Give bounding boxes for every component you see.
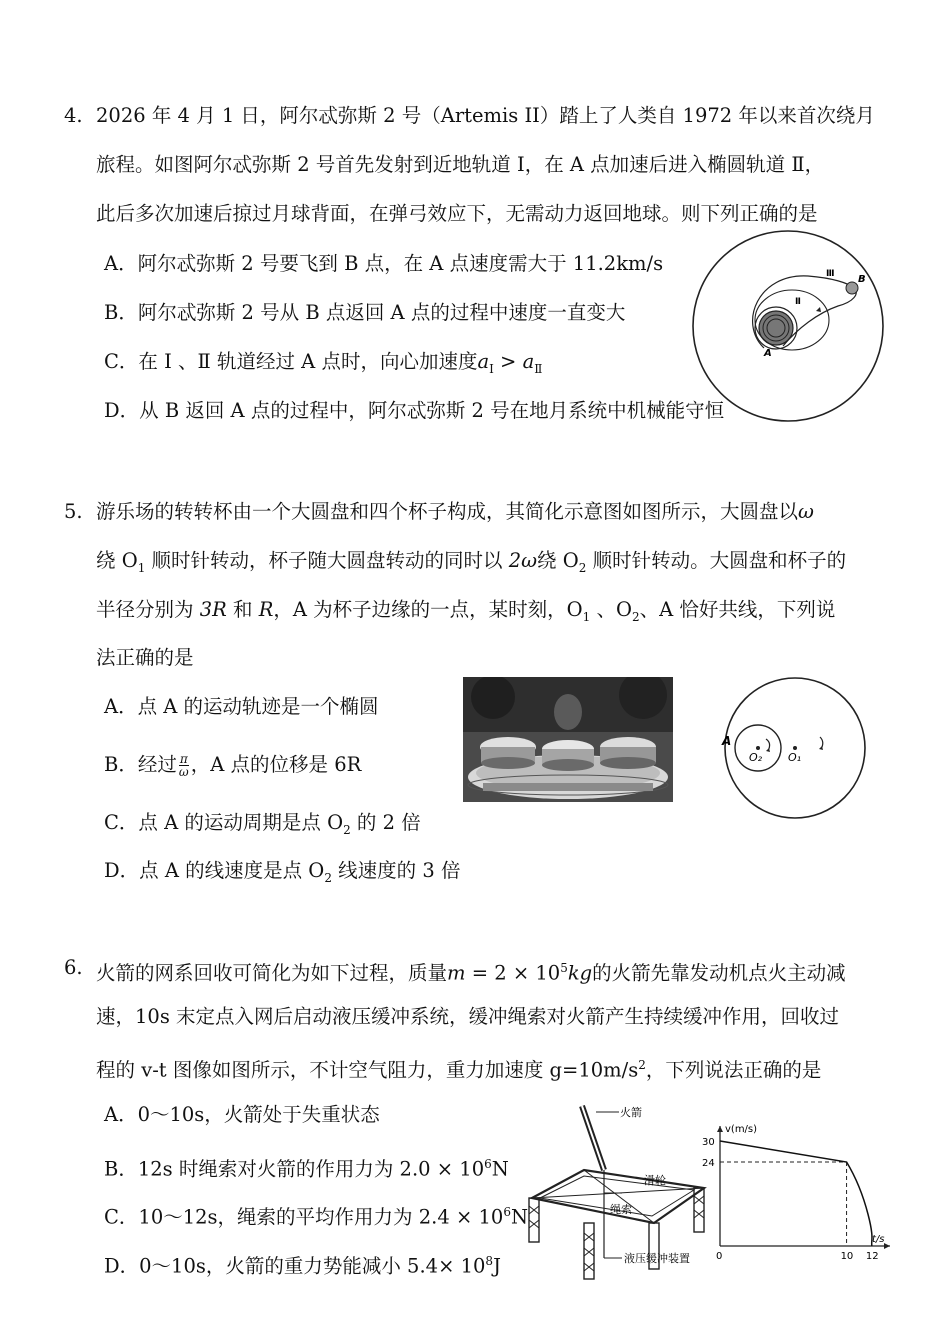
x-tick-label: 12 [865,1251,879,1262]
q4-option-c: C．在 Ⅰ 、Ⅱ 轨道经过 A 点时，向心加速度$a_Ⅰ > a_Ⅱ$ [104,350,543,376]
label-hydraulic: 液压缓冲装置 [624,1252,690,1265]
q6-option-c: C．10～12s，绳索的平均作用力为 $2.4 \times 10^6N$ [104,1205,529,1229]
q5-option-c: C．点 A 的运动周期是点 $O_2$ 的 2 倍 [104,811,421,837]
y-axis-label: v(m/s) [725,1124,758,1135]
rocket-recovery-diagram [524,1098,714,1284]
q6-option-d: D．0～10s，火箭的重力势能减小 $5.4\times 10^8J$ [104,1254,501,1278]
x-axis-label: t/s [872,1234,885,1245]
teacup-label-o1: O₁ [788,751,802,764]
velocity-series-line [720,1141,872,1246]
q4-stem-line-2: 旅程。如图阿尔忒弥斯 2 号首先发射到近地轨道 Ⅰ，在 A 点加速后进入椭圆轨道 Ⅱ， [96,153,825,176]
teacup-label-a: A [722,734,732,748]
y-tick-label: 24 [702,1158,715,1169]
q4-stem-line-3: 此后多次加速后掠过月球背面，在弹弓效应下，无需动力返回地球。则下列正确的是 [96,202,818,225]
q4-number: 4. [64,104,83,127]
q5-number: 5. [64,500,83,523]
teacup-diagram [712,673,872,823]
q5-stem-line-2: 绕 $O_1$ 顺时针转动，杯子随大圆盘转动的同时以 2ω绕 $O_2$ 顺时针转动。大圆盘和杯子的 [96,549,847,575]
q5-stem-line-4: 法正确的是 [96,646,194,669]
q6-number: 6. [64,956,83,979]
q6-stem-line-2: 速，10s 末定点入网后启动液压缓冲系统，缓冲绳索对火箭产生持续缓冲作用，回收过 [96,1005,840,1028]
q4-option-d: D．从 B 返回 A 点的过程中，阿尔忒弥斯 2 号在地月系统中机械能守恒 [104,399,725,422]
label-rope: 绳索 [610,1203,632,1216]
orbit-label-a: A [764,348,772,359]
x-axis-arrow [884,1243,890,1249]
label-pulley: 滑轮 [644,1174,666,1187]
q6-option-b: B．12s 时绳索对火箭的作用力为 $2.0 \times 10^6N$ [104,1157,509,1181]
q6-stem-line-3: 程的 v-t 图像如图所示，不计空气阻力，重力加速度 $g=10m/s^2$，下列说法正确的是 [96,1058,822,1082]
vt-chart [700,1122,900,1264]
x-tick-label: 0 [716,1251,723,1262]
q5-stem-line-3: 半径分别为 3R 和 R，A 为杯子边缘的一点，某时刻，$O_1$ 、$O_2$、A 恰好共线，下列说 [96,598,836,624]
label-rocket: 火箭 [620,1106,642,1119]
q5-option-b: B．经过 $\frac{\pi}{\omega}$ ，A 点的位移是 6R [104,752,362,779]
orbit-diagram [688,228,888,424]
orbit-label-b: B [858,274,866,285]
q6-stem-line-1: 火箭的网系回收可简化为如下过程，质量$m = 2 \times 10^5kg$的火箭先靠发动机点火主动减 [96,961,846,985]
x-tick-label: 10 [840,1251,854,1262]
y-tick-label: 30 [702,1137,715,1148]
q5-stem-line-1: 游乐场的转转杯由一个大圆盘和四个杯子构成，其简化示意图如图所示，大圆盘以ω [96,500,814,523]
y-axis-arrow [717,1126,723,1132]
teacup-label-o2: O₂ [749,751,763,764]
q4-option-a: A．阿尔忒弥斯 2 号要飞到 B 点，在 A 点速度需大于 11.2km/s [104,252,664,275]
q6-option-a: A．0～10s，火箭处于失重状态 [104,1103,380,1126]
q4-option-b: B．阿尔忒弥斯 2 号从 B 点返回 A 点的过程中速度一直变大 [104,301,626,324]
orbit-label-ii: Ⅱ [795,297,801,307]
teacup-ride-photo [463,677,673,802]
q4-stem-line-1: 2026 年 4 月 1 日，阿尔忒弥斯 2 号（Artemis II）踏上了人类自 1972 年以来首次绕月 [96,104,875,127]
q5-option-d: D．点 A 的线速度是点 $O_2$ 线速度的 3 倍 [104,859,461,885]
orbit-label-iii: Ⅲ [826,269,835,279]
q5-option-a: A．点 A 的运动轨迹是一个椭圆 [104,695,379,718]
